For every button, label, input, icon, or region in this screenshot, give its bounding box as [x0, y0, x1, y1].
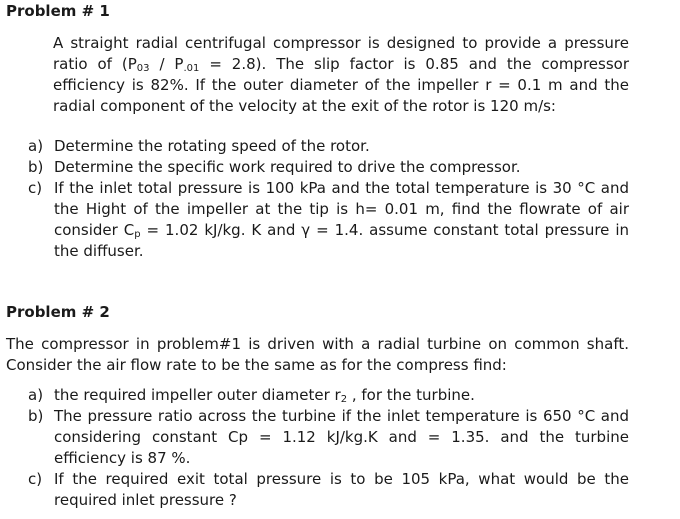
question-marker: b) — [28, 407, 44, 425]
problem-2-intro: The compressor in problem#1 is driven with a radial turbine on common shaft. Consider the air flow rate to be the same as for the compress find: — [6, 335, 629, 374]
question-text: If the required exit total pressure is to be 105 kPa, what would be the required inlet pressure ? — [54, 470, 629, 509]
question-text-part: = 1.02 kJ/kg. K and γ = 1.4. assume constant total pressure in the diffuser. — [54, 221, 629, 260]
question-text: The pressure ratio across the turbine if the inlet temperature is 650 °C and considering constant Cp = 1.12 kJ/kg.K and = 1.35. and the turbine efficiency is 87 %. — [54, 407, 629, 467]
question-item — [28, 469, 629, 511]
question-item — [28, 385, 629, 406]
problem-1-questions — [28, 136, 629, 262]
question-subscript: 2 — [340, 394, 348, 405]
problem-1-heading: Problem # 1 — [6, 2, 110, 20]
question-item — [28, 178, 629, 262]
question-text — [54, 179, 629, 260]
question-text-part: If the inlet total pressure is 100 kPa and the total temperature is 30 °C and the Hight of the impeller at the tip is h= 0.01 m, find the flowrate of air consider C — [54, 179, 629, 239]
question-marker: b) — [28, 158, 44, 176]
question-marker: a) — [28, 386, 44, 404]
intro-text-part: = 2.8). The slip factor is 0.85 and the compressor efficiency is 82%. If the outer diameter of the impeller r = 0.1 m and the radial component of the velocity at the exit of the rotor is 120 m/s: — [53, 55, 629, 115]
question-text: Determine the specific work required to drive the compressor. — [54, 158, 521, 176]
question-text: Determine the rotating speed of the rotor. — [54, 137, 370, 155]
question-text-part: , for the turbine. — [347, 386, 475, 404]
problem-2-heading: Problem # 2 — [6, 303, 110, 321]
question-text — [54, 386, 475, 404]
problem-1-intro — [53, 33, 629, 117]
intro-subscript: .01 — [183, 63, 200, 74]
question-marker: c) — [28, 470, 43, 488]
question-item — [28, 157, 629, 178]
question-item — [28, 136, 629, 157]
intro-text-part: A straight radial centrifugal compressor is designed to provide a pressure ratio of (P — [53, 34, 629, 73]
question-marker: a) — [28, 137, 44, 155]
question-subscript: p — [134, 229, 141, 240]
problem-2-questions — [28, 385, 629, 511]
question-text-part: the required impeller outer diameter r — [54, 386, 341, 404]
question-marker: c) — [28, 179, 43, 197]
intro-text-part: / P — [149, 55, 184, 73]
question-item — [28, 406, 629, 469]
intro-subscript: 03 — [136, 63, 150, 74]
